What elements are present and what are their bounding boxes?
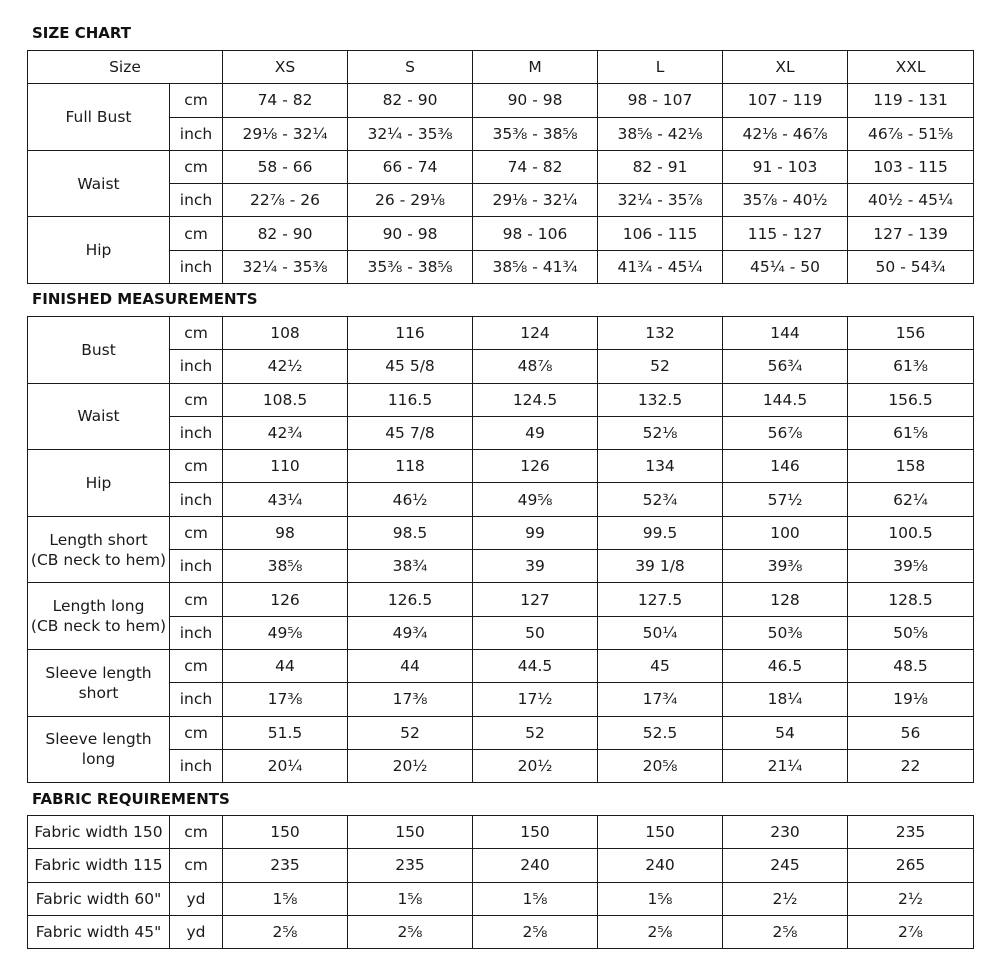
value-cell: 2⅝ — [723, 915, 848, 948]
value-cell: 61⅝ — [848, 416, 974, 449]
row-label: Fabric width 45" — [28, 915, 170, 948]
row-label-line: Hip — [85, 241, 112, 260]
value-cell: 156.5 — [848, 383, 974, 416]
row-label-line: Bust — [81, 340, 116, 359]
value-cell: 35⅜ - 38⅝ — [473, 117, 598, 150]
unit-cell: yd — [170, 882, 223, 915]
value-cell: 50 — [473, 616, 598, 649]
table-row — [28, 217, 974, 250]
value-cell: 116 — [348, 317, 473, 350]
table-row — [28, 450, 974, 483]
row-label — [28, 317, 170, 384]
value-cell: 46½ — [348, 483, 473, 516]
value-cell: 38⅝ - 41¾ — [473, 250, 598, 283]
value-cell: 20¼ — [223, 749, 348, 782]
value-cell: 126.5 — [348, 583, 473, 616]
unit-cell: cm — [170, 150, 223, 183]
value-cell: 39 1/8 — [598, 550, 723, 583]
value-cell: 265 — [848, 849, 974, 882]
value-cell: 32¼ - 35⅜ — [348, 117, 473, 150]
size-column-header: S — [348, 51, 473, 84]
size-header: Size — [28, 51, 223, 84]
unit-cell: cm — [170, 317, 223, 350]
value-cell: 50⅜ — [723, 616, 848, 649]
value-cell: 45 7/8 — [348, 416, 473, 449]
value-cell: 127 - 139 — [848, 217, 974, 250]
value-cell: 52 — [473, 716, 598, 749]
value-cell: 1⅝ — [348, 882, 473, 915]
unit-cell: inch — [170, 350, 223, 383]
table-row — [28, 416, 974, 449]
value-cell: 48⅞ — [473, 350, 598, 383]
table-row — [28, 716, 974, 749]
value-cell: 42¾ — [223, 416, 348, 449]
value-cell: 42⅛ - 46⅞ — [723, 117, 848, 150]
value-cell: 90 - 98 — [473, 84, 598, 117]
value-cell: 21¼ — [723, 749, 848, 782]
table-row — [28, 117, 974, 150]
value-cell: 22 — [848, 749, 974, 782]
value-cell: 20⅝ — [598, 749, 723, 782]
value-cell: 50¼ — [598, 616, 723, 649]
value-cell: 44 — [348, 649, 473, 682]
row-label-line: Waist — [77, 407, 120, 426]
value-cell: 50⅝ — [848, 616, 974, 649]
value-cell: 61⅜ — [848, 350, 974, 383]
value-cell: 156 — [848, 317, 974, 350]
value-cell: 20½ — [348, 749, 473, 782]
table-row — [28, 550, 974, 583]
size-chart-table — [27, 50, 974, 284]
value-cell: 2⅞ — [848, 915, 974, 948]
value-cell: 45 5/8 — [348, 350, 473, 383]
value-cell: 158 — [848, 450, 974, 483]
table-row — [28, 915, 974, 948]
value-cell: 82 - 91 — [598, 150, 723, 183]
value-cell: 57½ — [723, 483, 848, 516]
value-cell: 45¼ - 50 — [723, 250, 848, 283]
value-cell: 144 — [723, 317, 848, 350]
header-row — [28, 51, 974, 84]
value-cell: 235 — [223, 849, 348, 882]
value-cell: 134 — [598, 450, 723, 483]
value-cell: 49⅝ — [223, 616, 348, 649]
unit-cell: cm — [170, 84, 223, 117]
value-cell: 58 - 66 — [223, 150, 348, 183]
value-cell: 49 — [473, 416, 598, 449]
value-cell: 18¼ — [723, 683, 848, 716]
value-cell: 127.5 — [598, 583, 723, 616]
unit-cell: inch — [170, 184, 223, 217]
value-cell: 144.5 — [723, 383, 848, 416]
row-label: Fabric width 60" — [28, 882, 170, 915]
table-row — [28, 150, 974, 183]
row-label-line: Waist — [77, 174, 120, 193]
value-cell: 2½ — [723, 882, 848, 915]
value-cell: 150 — [473, 816, 598, 849]
table-row — [28, 516, 974, 549]
unit-cell: cm — [170, 516, 223, 549]
value-cell: 29⅛ - 32¼ — [223, 117, 348, 150]
table-row — [28, 250, 974, 283]
value-cell: 98 - 107 — [598, 84, 723, 117]
value-cell: 1⅝ — [223, 882, 348, 915]
value-cell: 43¼ — [223, 483, 348, 516]
table-row — [28, 849, 974, 882]
row-label — [28, 150, 170, 217]
value-cell: 98 — [223, 516, 348, 549]
value-cell: 146 — [723, 450, 848, 483]
table-row — [28, 616, 974, 649]
unit-cell: cm — [170, 583, 223, 616]
value-cell: 128.5 — [848, 583, 974, 616]
value-cell: 20½ — [473, 749, 598, 782]
value-cell: 39⅜ — [723, 550, 848, 583]
value-cell: 19⅛ — [848, 683, 974, 716]
value-cell: 100 — [723, 516, 848, 549]
value-cell: 240 — [598, 849, 723, 882]
table-row — [28, 882, 974, 915]
unit-cell: inch — [170, 749, 223, 782]
table-row — [28, 84, 974, 117]
value-cell: 46⅞ - 51⅝ — [848, 117, 974, 150]
value-cell: 98 - 106 — [473, 217, 598, 250]
value-cell: 48.5 — [848, 649, 974, 682]
value-cell: 90 - 98 — [348, 217, 473, 250]
unit-cell: cm — [170, 383, 223, 416]
value-cell: 91 - 103 — [723, 150, 848, 183]
unit-cell: inch — [170, 483, 223, 516]
table-row — [28, 683, 974, 716]
value-cell: 49⅝ — [473, 483, 598, 516]
value-cell: 118 — [348, 450, 473, 483]
size-column-header: XL — [723, 51, 848, 84]
row-label-line: Full Bust — [65, 108, 132, 127]
unit-cell: inch — [170, 683, 223, 716]
row-label: Fabric width 150 — [28, 816, 170, 849]
table-row — [28, 350, 974, 383]
unit-cell: inch — [170, 616, 223, 649]
value-cell: 26 - 29⅛ — [348, 184, 473, 217]
row-label — [28, 649, 170, 716]
table-row — [28, 649, 974, 682]
row-label-line: Length short — [49, 530, 148, 549]
value-cell: 52.5 — [598, 716, 723, 749]
finished-measurements-table — [27, 316, 974, 783]
value-cell: 82 - 90 — [223, 217, 348, 250]
value-cell: 132.5 — [598, 383, 723, 416]
value-cell: 245 — [723, 849, 848, 882]
row-label-line: Hip — [85, 473, 112, 492]
row-label — [28, 516, 170, 583]
value-cell: 124.5 — [473, 383, 598, 416]
size-column-header: XS — [223, 51, 348, 84]
unit-cell: cm — [170, 450, 223, 483]
value-cell: 51.5 — [223, 716, 348, 749]
row-label — [28, 583, 170, 650]
value-cell: 46.5 — [723, 649, 848, 682]
value-cell: 115 - 127 — [723, 217, 848, 250]
value-cell: 52⅛ — [598, 416, 723, 449]
row-label — [28, 84, 170, 151]
size-column-header: L — [598, 51, 723, 84]
value-cell: 2⅝ — [223, 915, 348, 948]
unit-cell: cm — [170, 649, 223, 682]
table-row — [28, 184, 974, 217]
value-cell: 66 - 74 — [348, 150, 473, 183]
value-cell: 2⅝ — [598, 915, 723, 948]
row-label: Fabric width 115 — [28, 849, 170, 882]
unit-cell: inch — [170, 250, 223, 283]
value-cell: 35⅜ - 38⅝ — [348, 250, 473, 283]
row-label-line: Length long — [52, 597, 145, 616]
value-cell: 42½ — [223, 350, 348, 383]
value-cell: 150 — [598, 816, 723, 849]
value-cell: 38⅝ - 42⅛ — [598, 117, 723, 150]
value-cell: 44.5 — [473, 649, 598, 682]
value-cell: 41¾ - 45¼ — [598, 250, 723, 283]
value-cell: 17½ — [473, 683, 598, 716]
value-cell: 22⅞ - 26 — [223, 184, 348, 217]
unit-cell: cm — [170, 816, 223, 849]
value-cell: 98.5 — [348, 516, 473, 549]
value-cell: 17⅜ — [348, 683, 473, 716]
fabric-requirements-title: FABRIC REQUIREMENTS — [32, 790, 230, 808]
fabric-requirements-table — [27, 815, 974, 949]
value-cell: 38¾ — [348, 550, 473, 583]
value-cell: 38⅝ — [223, 550, 348, 583]
row-label-line: short — [78, 683, 119, 702]
row-label-line: Sleeve length — [45, 663, 152, 682]
value-cell: 52 — [598, 350, 723, 383]
value-cell: 44 — [223, 649, 348, 682]
value-cell: 235 — [348, 849, 473, 882]
value-cell: 39⅝ — [848, 550, 974, 583]
value-cell: 132 — [598, 317, 723, 350]
value-cell: 150 — [223, 816, 348, 849]
table-row — [28, 317, 974, 350]
value-cell: 126 — [223, 583, 348, 616]
value-cell: 40½ - 45¼ — [848, 184, 974, 217]
value-cell: 50 - 54¾ — [848, 250, 974, 283]
unit-cell: cm — [170, 217, 223, 250]
value-cell: 116.5 — [348, 383, 473, 416]
unit-cell: inch — [170, 117, 223, 150]
table-row — [28, 749, 974, 782]
value-cell: 108.5 — [223, 383, 348, 416]
value-cell: 127 — [473, 583, 598, 616]
value-cell: 230 — [723, 816, 848, 849]
value-cell: 2½ — [848, 882, 974, 915]
value-cell: 1⅝ — [473, 882, 598, 915]
value-cell: 2⅝ — [348, 915, 473, 948]
value-cell: 100.5 — [848, 516, 974, 549]
table-row — [28, 583, 974, 616]
value-cell: 49¾ — [348, 616, 473, 649]
value-cell: 74 - 82 — [473, 150, 598, 183]
value-cell: 62¼ — [848, 483, 974, 516]
value-cell: 150 — [348, 816, 473, 849]
size-column-header: M — [473, 51, 598, 84]
row-label-line: long — [81, 750, 116, 769]
value-cell: 103 - 115 — [848, 150, 974, 183]
value-cell: 29⅛ - 32¼ — [473, 184, 598, 217]
value-cell: 108 — [223, 317, 348, 350]
value-cell: 106 - 115 — [598, 217, 723, 250]
table-row — [28, 816, 974, 849]
value-cell: 56⅞ — [723, 416, 848, 449]
value-cell: 128 — [723, 583, 848, 616]
value-cell: 119 - 131 — [848, 84, 974, 117]
unit-cell: yd — [170, 915, 223, 948]
unit-cell: inch — [170, 550, 223, 583]
unit-cell: cm — [170, 849, 223, 882]
row-label-line: (CB neck to hem) — [30, 550, 167, 569]
row-label — [28, 716, 170, 783]
value-cell: 35⅞ - 40½ — [723, 184, 848, 217]
size-column-header: XXL — [848, 51, 974, 84]
value-cell: 2⅝ — [473, 915, 598, 948]
value-cell: 99 — [473, 516, 598, 549]
row-label — [28, 383, 170, 450]
value-cell: 99.5 — [598, 516, 723, 549]
table-row — [28, 483, 974, 516]
value-cell: 17¾ — [598, 683, 723, 716]
value-cell: 240 — [473, 849, 598, 882]
value-cell: 74 - 82 — [223, 84, 348, 117]
value-cell: 32¼ - 35⅜ — [223, 250, 348, 283]
finished-measurements-title: FINISHED MEASUREMENTS — [32, 290, 258, 308]
row-label-line: Sleeve length — [45, 730, 152, 749]
value-cell: 124 — [473, 317, 598, 350]
value-cell: 52¾ — [598, 483, 723, 516]
row-label — [28, 450, 170, 517]
value-cell: 56¾ — [723, 350, 848, 383]
value-cell: 52 — [348, 716, 473, 749]
size-chart-title: SIZE CHART — [32, 24, 132, 42]
value-cell: 17⅜ — [223, 683, 348, 716]
value-cell: 82 - 90 — [348, 84, 473, 117]
value-cell: 56 — [848, 716, 974, 749]
row-label-line: (CB neck to hem) — [30, 617, 167, 636]
table-row — [28, 383, 974, 416]
value-cell: 54 — [723, 716, 848, 749]
value-cell: 39 — [473, 550, 598, 583]
value-cell: 126 — [473, 450, 598, 483]
value-cell: 235 — [848, 816, 974, 849]
unit-cell: cm — [170, 716, 223, 749]
value-cell: 32¼ - 35⅞ — [598, 184, 723, 217]
value-cell: 1⅝ — [598, 882, 723, 915]
value-cell: 107 - 119 — [723, 84, 848, 117]
value-cell: 45 — [598, 649, 723, 682]
unit-cell: inch — [170, 416, 223, 449]
row-label — [28, 217, 170, 284]
value-cell: 110 — [223, 450, 348, 483]
